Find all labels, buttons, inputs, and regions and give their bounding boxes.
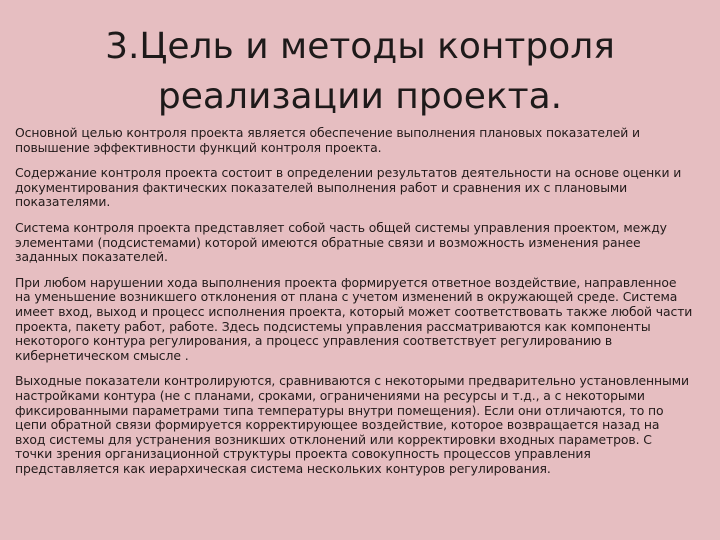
paragraph-content (15, 166, 715, 210)
paragraph-line: Содержание контроля проекта состоит в определении результатов деятельности на основе оценки и (15, 165, 682, 181)
paragraph-line: элементами (подсистемами) которой имеются обратные связи и возможность изменения ранее (15, 234, 641, 250)
paragraph-line: Выходные показатели контролируются, сравниваются с некоторыми предварительно установленными (15, 373, 689, 389)
paragraph-line: точки зрения организационной структуры проекта совокупность процессов управления (15, 446, 591, 462)
paragraph-line: представляется как иерархическая система нескольких контуров регулирования. (15, 460, 551, 476)
paragraph-line: заданных показателей. (15, 249, 168, 265)
paragraph-system (15, 221, 715, 265)
paragraph-line: проекта, пакету работ, работе. Здесь подсистемы управления рассматриваются как компоненты (15, 318, 651, 334)
slide-body (15, 126, 715, 487)
paragraph-line: кибернетическом смысле . (15, 347, 189, 363)
paragraph-line: Система контроля проекта представляет собой часть общей системы управления проектом, между (15, 219, 667, 235)
paragraph-line: показателями. (15, 194, 111, 210)
slide-title-line-1: 3.Цель и методы контроля (105, 26, 615, 67)
paragraph-line: вход системы для устранения возникших отклонений или корректировки входных параметров. С (15, 431, 652, 447)
paragraph-line: цепи обратной связи формируется корректирующее воздействие, которое возвращается назад на (15, 417, 660, 433)
paragraph-goal (15, 126, 715, 155)
paragraph-line: некоторого контура регулирования, а процесс управления соответствует регулированию в (15, 333, 613, 349)
paragraph-line: на уменьшение возникшего отклонения от плана с учетом изменений в окружающей среде. Система (15, 289, 678, 305)
paragraph-line: имеет вход, выход и процесс исполнения проекта, который может соответствовать также любой части (15, 303, 693, 319)
paragraph-line: фиксированными параметрами типа температуры внутри помещения). Если они отличаются, то по (15, 402, 664, 418)
paragraph-line: При любом нарушении хода выполнения проекта формируется ответное воздействие, направленное (15, 274, 677, 290)
slide-title (40, 22, 680, 122)
slide-title-line-2: реализации проекта. (157, 76, 563, 117)
paragraph-line: Основной целью контроля проекта является обеспечение выполнения плановых показателей и (15, 125, 641, 140)
paragraph-line: настройками контура (не с планами, сроками, ограничениями на ресурсы и т.д., а с некоторыми (15, 387, 645, 403)
paragraph-line: документирования фактических показателей выполнения работ и сравнения их с плановыми (15, 179, 628, 195)
paragraph-line: повышение эффективности функций контроля проекта. (15, 139, 382, 155)
paragraph-deviation (15, 276, 715, 364)
paragraph-output (15, 374, 715, 476)
